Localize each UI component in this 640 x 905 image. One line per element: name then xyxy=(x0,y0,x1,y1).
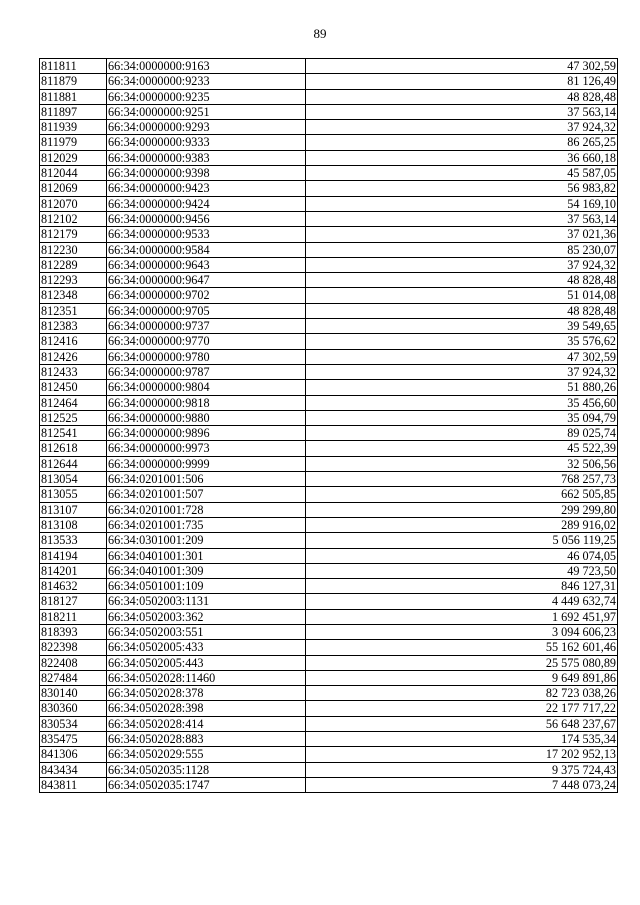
row-code-cell: 822408 xyxy=(40,655,107,670)
amount-cell: 846 127,31 xyxy=(306,579,618,594)
amount-cell: 45 587,05 xyxy=(306,166,618,181)
table-row xyxy=(40,303,618,318)
row-code-cell: 812348 xyxy=(40,288,107,303)
row-code-cell: 811897 xyxy=(40,104,107,119)
amount-cell: 768 257,73 xyxy=(306,472,618,487)
table-row xyxy=(40,89,618,104)
row-code-cell: 812070 xyxy=(40,196,107,211)
cadastral-number-cell: 66:34:0000000:9647 xyxy=(107,273,306,288)
amount-cell: 48 828,48 xyxy=(306,273,618,288)
cadastral-number-cell: 66:34:0502028:11460 xyxy=(107,670,306,685)
table-row xyxy=(40,624,618,639)
amount-cell: 37 924,32 xyxy=(306,257,618,272)
row-code-cell: 830360 xyxy=(40,701,107,716)
cadastral-number-cell: 66:34:0502005:443 xyxy=(107,655,306,670)
amount-cell: 299 299,80 xyxy=(306,502,618,517)
table-row xyxy=(40,456,618,471)
amount-cell: 51 014,08 xyxy=(306,288,618,303)
row-code-cell: 812351 xyxy=(40,303,107,318)
row-code-cell: 835475 xyxy=(40,732,107,747)
row-code-cell: 813055 xyxy=(40,487,107,502)
cadastral-number-cell: 66:34:0000000:9584 xyxy=(107,242,306,257)
cadastral-number-cell: 66:34:0000000:9770 xyxy=(107,334,306,349)
amount-cell: 37 021,36 xyxy=(306,227,618,242)
table-row xyxy=(40,196,618,211)
amount-cell: 174 535,34 xyxy=(306,732,618,747)
row-code-cell: 812541 xyxy=(40,426,107,441)
table-row xyxy=(40,472,618,487)
table-row xyxy=(40,211,618,226)
amount-cell: 89 025,74 xyxy=(306,426,618,441)
cadastral-number-cell: 66:34:0000000:9424 xyxy=(107,196,306,211)
cadastral-number-cell: 66:34:0000000:9235 xyxy=(107,89,306,104)
amount-cell: 7 448 073,24 xyxy=(306,777,618,792)
row-code-cell: 812383 xyxy=(40,319,107,334)
table-row xyxy=(40,319,618,334)
row-code-cell: 813533 xyxy=(40,533,107,548)
table-row xyxy=(40,640,618,655)
row-code-cell: 812618 xyxy=(40,441,107,456)
amount-cell: 662 505,85 xyxy=(306,487,618,502)
table-row xyxy=(40,426,618,441)
row-code-cell: 812464 xyxy=(40,395,107,410)
table-row xyxy=(40,609,618,624)
cadastral-number-cell: 66:34:0000000:9702 xyxy=(107,288,306,303)
cadastral-number-cell: 66:34:0000000:9780 xyxy=(107,349,306,364)
row-code-cell: 812426 xyxy=(40,349,107,364)
amount-cell: 48 828,48 xyxy=(306,303,618,318)
table-row xyxy=(40,120,618,135)
row-code-cell: 818393 xyxy=(40,624,107,639)
amount-cell: 51 880,26 xyxy=(306,380,618,395)
amount-cell: 85 230,07 xyxy=(306,242,618,257)
amount-cell: 47 302,59 xyxy=(306,349,618,364)
table-row xyxy=(40,517,618,532)
table-row xyxy=(40,181,618,196)
cadastral-number-cell: 66:34:0000000:9880 xyxy=(107,410,306,425)
cadastral-number-cell: 66:34:0502029:555 xyxy=(107,747,306,762)
row-code-cell: 812433 xyxy=(40,364,107,379)
cadastral-number-cell: 66:34:0000000:9973 xyxy=(107,441,306,456)
amount-cell: 36 660,18 xyxy=(306,150,618,165)
table-row xyxy=(40,334,618,349)
table-row xyxy=(40,548,618,563)
registry-table xyxy=(39,58,618,793)
row-code-cell: 827484 xyxy=(40,670,107,685)
amount-cell: 5 056 119,25 xyxy=(306,533,618,548)
table-row xyxy=(40,349,618,364)
amount-cell: 1 692 451,97 xyxy=(306,609,618,624)
table-row xyxy=(40,242,618,257)
row-code-cell: 812102 xyxy=(40,211,107,226)
row-code-cell: 813054 xyxy=(40,472,107,487)
table-row xyxy=(40,701,618,716)
amount-cell: 37 924,32 xyxy=(306,120,618,135)
amount-cell: 39 549,65 xyxy=(306,319,618,334)
row-code-cell: 811811 xyxy=(40,59,107,74)
row-code-cell: 811939 xyxy=(40,120,107,135)
row-code-cell: 818211 xyxy=(40,609,107,624)
row-code-cell: 812230 xyxy=(40,242,107,257)
table-row xyxy=(40,747,618,762)
cadastral-number-cell: 66:34:0000000:9293 xyxy=(107,120,306,135)
table-row xyxy=(40,594,618,609)
amount-cell: 9 649 891,86 xyxy=(306,670,618,685)
amount-cell: 54 169,10 xyxy=(306,196,618,211)
row-code-cell: 830140 xyxy=(40,686,107,701)
row-code-cell: 811879 xyxy=(40,74,107,89)
row-code-cell: 814201 xyxy=(40,563,107,578)
cadastral-number-cell: 66:34:0501001:109 xyxy=(107,579,306,594)
table-row xyxy=(40,59,618,74)
cadastral-number-cell: 66:34:0000000:9456 xyxy=(107,211,306,226)
amount-cell: 81 126,49 xyxy=(306,74,618,89)
cadastral-number-cell: 66:34:0000000:9163 xyxy=(107,59,306,74)
amount-cell: 289 916,02 xyxy=(306,517,618,532)
cadastral-number-cell: 66:34:0502035:1128 xyxy=(107,762,306,777)
row-code-cell: 812289 xyxy=(40,257,107,272)
cadastral-number-cell: 66:34:0502003:551 xyxy=(107,624,306,639)
row-code-cell: 811979 xyxy=(40,135,107,150)
row-code-cell: 812525 xyxy=(40,410,107,425)
row-code-cell: 822398 xyxy=(40,640,107,655)
cadastral-number-cell: 66:34:0201001:728 xyxy=(107,502,306,517)
cadastral-number-cell: 66:34:0502028:378 xyxy=(107,686,306,701)
cadastral-number-cell: 66:34:0000000:9333 xyxy=(107,135,306,150)
table-row xyxy=(40,655,618,670)
table-row xyxy=(40,502,618,517)
page-number: 89 xyxy=(313,26,327,41)
table-row xyxy=(40,716,618,731)
row-code-cell: 814632 xyxy=(40,579,107,594)
table-row xyxy=(40,410,618,425)
row-code-cell: 812450 xyxy=(40,380,107,395)
row-code-cell: 813107 xyxy=(40,502,107,517)
cadastral-number-cell: 66:34:0502035:1747 xyxy=(107,777,306,792)
table-row xyxy=(40,563,618,578)
amount-cell: 17 202 952,13 xyxy=(306,747,618,762)
cadastral-number-cell: 66:34:0000000:9398 xyxy=(107,166,306,181)
registry-table-body xyxy=(40,59,618,793)
cadastral-number-cell: 66:34:0401001:301 xyxy=(107,548,306,563)
cadastral-number-cell: 66:34:0000000:9643 xyxy=(107,257,306,272)
cadastral-number-cell: 66:34:0000000:9737 xyxy=(107,319,306,334)
table-row xyxy=(40,670,618,685)
row-code-cell: 843434 xyxy=(40,762,107,777)
cadastral-number-cell: 66:34:0000000:9383 xyxy=(107,150,306,165)
cadastral-number-cell: 66:34:0000000:9705 xyxy=(107,303,306,318)
amount-cell: 47 302,59 xyxy=(306,59,618,74)
table-row xyxy=(40,135,618,150)
cadastral-number-cell: 66:34:0502005:433 xyxy=(107,640,306,655)
cadastral-number-cell: 66:34:0502028:398 xyxy=(107,701,306,716)
row-code-cell: 812044 xyxy=(40,166,107,181)
row-code-cell: 812416 xyxy=(40,334,107,349)
table-row xyxy=(40,777,618,792)
amount-cell: 56 648 237,67 xyxy=(306,716,618,731)
cadastral-number-cell: 66:34:0502028:414 xyxy=(107,716,306,731)
amount-cell: 35 456,60 xyxy=(306,395,618,410)
cadastral-number-cell: 66:34:0000000:9787 xyxy=(107,364,306,379)
cadastral-number-cell: 66:34:0401001:309 xyxy=(107,563,306,578)
cadastral-number-cell: 66:34:0000000:9804 xyxy=(107,380,306,395)
row-code-cell: 813108 xyxy=(40,517,107,532)
amount-cell: 25 575 080,89 xyxy=(306,655,618,670)
row-code-cell: 830534 xyxy=(40,716,107,731)
amount-cell: 35 576,62 xyxy=(306,334,618,349)
row-code-cell: 812029 xyxy=(40,150,107,165)
amount-cell: 86 265,25 xyxy=(306,135,618,150)
table-row xyxy=(40,74,618,89)
row-code-cell: 812644 xyxy=(40,456,107,471)
cadastral-number-cell: 66:34:0301001:209 xyxy=(107,533,306,548)
amount-cell: 45 522,39 xyxy=(306,441,618,456)
table-row xyxy=(40,104,618,119)
table-row xyxy=(40,686,618,701)
row-code-cell: 841306 xyxy=(40,747,107,762)
cadastral-number-cell: 66:34:0000000:9896 xyxy=(107,426,306,441)
cadastral-number-cell: 66:34:0000000:9999 xyxy=(107,456,306,471)
amount-cell: 37 563,14 xyxy=(306,211,618,226)
amount-cell: 56 983,82 xyxy=(306,181,618,196)
row-code-cell: 812293 xyxy=(40,273,107,288)
row-code-cell: 843811 xyxy=(40,777,107,792)
row-code-cell: 814194 xyxy=(40,548,107,563)
cadastral-number-cell: 66:34:0201001:507 xyxy=(107,487,306,502)
table-row xyxy=(40,150,618,165)
cadastral-number-cell: 66:34:0000000:9533 xyxy=(107,227,306,242)
amount-cell: 82 723 038,26 xyxy=(306,686,618,701)
table-row xyxy=(40,533,618,548)
table-row xyxy=(40,732,618,747)
cadastral-number-cell: 66:34:0000000:9423 xyxy=(107,181,306,196)
table-row xyxy=(40,166,618,181)
table-row xyxy=(40,257,618,272)
row-code-cell: 812069 xyxy=(40,181,107,196)
row-code-cell: 818127 xyxy=(40,594,107,609)
cadastral-number-cell: 66:34:0000000:9233 xyxy=(107,74,306,89)
table-row xyxy=(40,288,618,303)
cadastral-number-cell: 66:34:0000000:9818 xyxy=(107,395,306,410)
table-row xyxy=(40,380,618,395)
amount-cell: 37 924,32 xyxy=(306,364,618,379)
table-row xyxy=(40,395,618,410)
table-row xyxy=(40,227,618,242)
cadastral-number-cell: 66:34:0201001:506 xyxy=(107,472,306,487)
amount-cell: 48 828,48 xyxy=(306,89,618,104)
cadastral-number-cell: 66:34:0502028:883 xyxy=(107,732,306,747)
row-code-cell: 811881 xyxy=(40,89,107,104)
amount-cell: 22 177 717,22 xyxy=(306,701,618,716)
amount-cell: 32 506,56 xyxy=(306,456,618,471)
amount-cell: 4 449 632,74 xyxy=(306,594,618,609)
table-row xyxy=(40,487,618,502)
amount-cell: 49 723,50 xyxy=(306,563,618,578)
cadastral-number-cell: 66:34:0502003:1131 xyxy=(107,594,306,609)
amount-cell: 37 563,14 xyxy=(306,104,618,119)
amount-cell: 46 074,05 xyxy=(306,548,618,563)
amount-cell: 55 162 601,46 xyxy=(306,640,618,655)
amount-cell: 35 094,79 xyxy=(306,410,618,425)
table-row xyxy=(40,364,618,379)
cadastral-number-cell: 66:34:0000000:9251 xyxy=(107,104,306,119)
row-code-cell: 812179 xyxy=(40,227,107,242)
amount-cell: 3 094 606,23 xyxy=(306,624,618,639)
cadastral-number-cell: 66:34:0502003:362 xyxy=(107,609,306,624)
table-row xyxy=(40,273,618,288)
cadastral-number-cell: 66:34:0201001:735 xyxy=(107,517,306,532)
table-row xyxy=(40,579,618,594)
table-row xyxy=(40,441,618,456)
table-row xyxy=(40,762,618,777)
amount-cell: 9 375 724,43 xyxy=(306,762,618,777)
